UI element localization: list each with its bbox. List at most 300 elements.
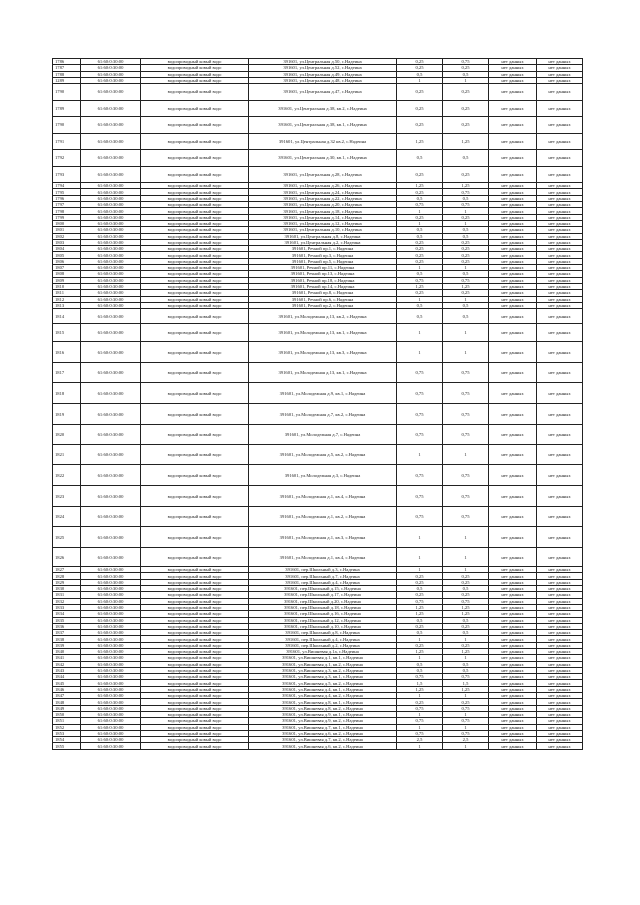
status-cell: нет данных bbox=[489, 425, 537, 445]
object-address: 391601, ул.Вишневая д.7, кв.1, с.Надеина bbox=[249, 724, 397, 730]
length-value-a: 1 bbox=[397, 296, 443, 302]
length-value-a: 1 bbox=[397, 693, 443, 699]
note-cell: нет данных bbox=[537, 283, 583, 289]
object-address: 391601, ул.Молодежная д.13, кв.2, с.Надеина bbox=[249, 309, 397, 324]
status-cell: нет данных bbox=[489, 661, 537, 667]
length-value-a: 0,75 bbox=[397, 363, 443, 383]
object-address: 391601, ул.Молодежная д.3, с.Надеина bbox=[249, 465, 397, 486]
object-type: водопроводный ковый водо bbox=[141, 573, 249, 579]
length-value-b: 0,75 bbox=[443, 730, 489, 736]
row-number: 1832 bbox=[53, 598, 81, 604]
object-type: водопроводный ковый водо bbox=[141, 195, 249, 201]
object-type: водопроводный ковый водо bbox=[141, 579, 249, 585]
row-number: 1839 bbox=[53, 642, 81, 648]
cadastral-code: 61:60:0:30:00 bbox=[81, 598, 141, 604]
cadastral-code: 61:60:0:30:00 bbox=[81, 642, 141, 648]
length-value-a: 0,25 bbox=[397, 166, 443, 183]
object-type: водопроводный ковый водо bbox=[141, 166, 249, 183]
object-address: 391601, ул.Центральная д.50, с.Надеина bbox=[249, 59, 397, 65]
document-sheet bbox=[52, 58, 582, 750]
cadastral-code: 61:60:0:30:00 bbox=[81, 183, 141, 189]
object-type: водопроводный ковый водо bbox=[141, 277, 249, 283]
note-cell: нет данных bbox=[537, 724, 583, 730]
length-value-b: 0,75 bbox=[443, 189, 489, 195]
object-type: водопроводный ковый водо bbox=[141, 705, 249, 711]
cadastral-code: 61:60:0:30:00 bbox=[81, 680, 141, 686]
length-value-b: 1,25 bbox=[443, 611, 489, 617]
object-address: 391601, ул.Центральная д.28, с.Надеина bbox=[249, 166, 397, 183]
row-number: 1841 bbox=[53, 655, 81, 661]
length-value-a: 0,25 bbox=[397, 189, 443, 195]
row-number: 1812 bbox=[53, 296, 81, 302]
length-value-a: 0,25 bbox=[397, 699, 443, 705]
status-cell: нет данных bbox=[489, 465, 537, 486]
status-cell: нет данных bbox=[489, 718, 537, 724]
cadastral-code: 61:60:0:30:00 bbox=[81, 239, 141, 245]
object-type: водопроводный ковый водо bbox=[141, 283, 249, 289]
cadastral-code: 61:60:0:30:00 bbox=[81, 667, 141, 673]
status-cell: нет данных bbox=[489, 486, 537, 507]
object-address: 391601, ул.Вишневая д.6, кв.2, с.Надеина bbox=[249, 743, 397, 749]
object-type: водопроводный ковый водо bbox=[141, 309, 249, 324]
row-number: 1819 bbox=[53, 404, 81, 425]
length-value-b: 0,75 bbox=[443, 705, 489, 711]
note-cell: нет данных bbox=[537, 486, 583, 507]
length-value-b: 1 bbox=[443, 567, 489, 573]
object-address: 391601, Речной пр.5, с.Надеина bbox=[249, 258, 397, 264]
object-type: водопроводный ковый водо bbox=[141, 252, 249, 258]
status-cell: нет данных bbox=[489, 527, 537, 548]
note-cell: нет данных bbox=[537, 277, 583, 283]
status-cell: нет данных bbox=[489, 252, 537, 258]
note-cell: нет данных bbox=[537, 202, 583, 208]
length-value-b: 1 bbox=[443, 693, 489, 699]
length-value-b: 0,25 bbox=[443, 65, 489, 71]
note-cell: нет данных bbox=[537, 265, 583, 271]
note-cell: нет данных bbox=[537, 686, 583, 692]
length-value-a: 1,25 bbox=[397, 604, 443, 610]
row-number: 1824 bbox=[53, 507, 81, 527]
object-address: 391601, ул.Центральная д.18, с.Надеина bbox=[249, 208, 397, 214]
length-value-a: 1 bbox=[397, 711, 443, 717]
length-value-b: 0,75 bbox=[443, 202, 489, 208]
length-value-a: 0,75 bbox=[397, 598, 443, 604]
object-type: водопроводный ковый водо bbox=[141, 592, 249, 598]
row-number: 1848 bbox=[53, 699, 81, 705]
note-cell: нет данных bbox=[537, 189, 583, 195]
cadastral-code: 61:60:0:30:00 bbox=[81, 527, 141, 548]
cadastral-code: 61:60:0:30:00 bbox=[81, 548, 141, 567]
cadastral-code: 61:60:0:30:00 bbox=[81, 189, 141, 195]
row-number: 1838 bbox=[53, 636, 81, 642]
table-row bbox=[53, 100, 583, 117]
row-number: 1821 bbox=[53, 445, 81, 465]
length-value-b: 0,5 bbox=[443, 71, 489, 77]
row-number: 1789 bbox=[53, 100, 81, 117]
length-value-b: 0,25 bbox=[443, 699, 489, 705]
status-cell: нет данных bbox=[489, 611, 537, 617]
cadastral-code: 61:60:0:30:00 bbox=[81, 724, 141, 730]
table-row bbox=[53, 150, 583, 167]
row-number: 1854 bbox=[53, 737, 81, 743]
object-type: водопроводный ковый водо bbox=[141, 150, 249, 167]
row-number: 1289 bbox=[53, 77, 81, 83]
row-number: 1801 bbox=[53, 227, 81, 233]
object-type: водопроводный ковый водо bbox=[141, 239, 249, 245]
object-type: водопроводный ковый водо bbox=[141, 189, 249, 195]
length-value-b: 0,5 bbox=[443, 667, 489, 673]
object-address: 391601, пер.Школьный д.7, с.Надеина bbox=[249, 573, 397, 579]
status-cell: нет данных bbox=[489, 636, 537, 642]
length-value-b: 1 bbox=[443, 296, 489, 302]
note-cell: нет данных bbox=[537, 743, 583, 749]
status-cell: нет данных bbox=[489, 208, 537, 214]
length-value-b: 0,25 bbox=[443, 239, 489, 245]
length-value-b: 1 bbox=[443, 527, 489, 548]
length-value-a: 1,25 bbox=[397, 611, 443, 617]
cadastral-code: 61:60:0:30:00 bbox=[81, 296, 141, 302]
note-cell: нет данных bbox=[537, 195, 583, 201]
length-value-a: 0,75 bbox=[397, 486, 443, 507]
length-value-a: 1 bbox=[397, 324, 443, 342]
object-type: водопроводный ковый водо bbox=[141, 202, 249, 208]
object-type: водопроводный ковый водо bbox=[141, 133, 249, 150]
cadastral-code: 61:60:0:30:00 bbox=[81, 271, 141, 277]
note-cell: нет данных bbox=[537, 667, 583, 673]
length-value-a: 0,75 bbox=[397, 674, 443, 680]
table-row bbox=[53, 342, 583, 363]
object-address: 391601, ул.Молодежная д.13, кв.3, с.Надеина bbox=[249, 342, 397, 363]
length-value-b: 0,25 bbox=[443, 642, 489, 648]
length-value-a: 0,5 bbox=[397, 271, 443, 277]
status-cell: нет данных bbox=[489, 586, 537, 592]
row-number: 1811 bbox=[53, 290, 81, 296]
length-value-a: 1 bbox=[397, 342, 443, 363]
row-number: 1797 bbox=[53, 202, 81, 208]
length-value-a: 1 bbox=[397, 77, 443, 83]
length-value-a: 0,5 bbox=[397, 309, 443, 324]
row-number: 1794 bbox=[53, 183, 81, 189]
length-value-b: 1,5 bbox=[443, 680, 489, 686]
note-cell: нет данных bbox=[537, 150, 583, 167]
note-cell: нет данных bbox=[537, 648, 583, 654]
row-number: 1817 bbox=[53, 363, 81, 383]
note-cell: нет данных bbox=[537, 636, 583, 642]
object-type: водопроводный ковый водо bbox=[141, 630, 249, 636]
cadastral-code: 61:60:0:30:00 bbox=[81, 233, 141, 239]
row-number: 1846 bbox=[53, 686, 81, 692]
object-type: водопроводный ковый водо bbox=[141, 84, 249, 101]
note-cell: нет данных bbox=[537, 592, 583, 598]
length-value-b: 0,25 bbox=[443, 258, 489, 264]
length-value-b: 0,25 bbox=[443, 246, 489, 252]
length-value-b: 0,25 bbox=[443, 117, 489, 134]
object-address: 391601, Речной пр.13, с.Надеина bbox=[249, 271, 397, 277]
cadastral-code: 61:60:0:30:00 bbox=[81, 737, 141, 743]
note-cell: нет данных bbox=[537, 680, 583, 686]
row-number: 1787 bbox=[53, 65, 81, 71]
length-value-a: 1,5 bbox=[397, 680, 443, 686]
object-address: 391601, ул.Центральная д.10, с.Надеина bbox=[249, 227, 397, 233]
object-type: водопроводный ковый водо bbox=[141, 724, 249, 730]
object-address: 391601, ул.Вишневая д.9, кв.2, с.Надеина bbox=[249, 718, 397, 724]
object-address: 391601, Речной пр.3, с.Надеина bbox=[249, 252, 397, 258]
row-number: 1835 bbox=[53, 617, 81, 623]
row-number: 1851 bbox=[53, 718, 81, 724]
length-value-a: 0,75 bbox=[397, 277, 443, 283]
note-cell: нет данных bbox=[537, 693, 583, 699]
status-cell: нет данных bbox=[489, 59, 537, 65]
length-value-b: 1 bbox=[443, 342, 489, 363]
length-value-a: 1 bbox=[397, 567, 443, 573]
note-cell: нет данных bbox=[537, 233, 583, 239]
object-address: 391601, Речной пр.14, с.Надеина bbox=[249, 283, 397, 289]
row-number: 1805 bbox=[53, 252, 81, 258]
status-cell: нет данных bbox=[489, 302, 537, 308]
length-value-a: 0,75 bbox=[397, 202, 443, 208]
object-address: 391601, ул.Центральная д.20, с.Надеина bbox=[249, 202, 397, 208]
object-type: водопроводный ковый водо bbox=[141, 617, 249, 623]
status-cell: нет данных bbox=[489, 189, 537, 195]
status-cell: нет данных bbox=[489, 220, 537, 226]
length-value-b: 0,5 bbox=[443, 233, 489, 239]
note-cell: нет данных bbox=[537, 655, 583, 661]
object-address: 391601, ул.Центральная д.30, кв.1, с.Надеина bbox=[249, 150, 397, 167]
note-cell: нет данных bbox=[537, 623, 583, 629]
row-number: 1792 bbox=[53, 150, 81, 167]
object-address: 391601, пер.Школьный д.18, с.Надеина bbox=[249, 604, 397, 610]
note-cell: нет данных bbox=[537, 133, 583, 150]
cadastral-code: 61:60:0:30:00 bbox=[81, 445, 141, 465]
object-address: 391601, пер.Школьный д.4, с.Надеина bbox=[249, 636, 397, 642]
status-cell: нет данных bbox=[489, 195, 537, 201]
note-cell: нет данных bbox=[537, 718, 583, 724]
status-cell: нет данных bbox=[489, 77, 537, 83]
cadastral-code: 61:60:0:30:00 bbox=[81, 630, 141, 636]
length-value-b: 1 bbox=[443, 77, 489, 83]
table-row bbox=[53, 743, 583, 749]
cadastral-code: 61:60:0:30:00 bbox=[81, 705, 141, 711]
object-type: водопроводный ковый водо bbox=[141, 680, 249, 686]
note-cell: нет данных bbox=[537, 227, 583, 233]
cadastral-code: 61:60:0:30:00 bbox=[81, 65, 141, 71]
length-value-a: 0,75 bbox=[397, 465, 443, 486]
status-cell: нет данных bbox=[489, 592, 537, 598]
cadastral-code: 61:60:0:30:00 bbox=[81, 363, 141, 383]
row-number: 1850 bbox=[53, 711, 81, 717]
object-address: 391601, ул.Вишневая д.4, кв.2, с.Надеина bbox=[249, 693, 397, 699]
length-value-a: 0,75 bbox=[397, 383, 443, 404]
object-address: 391601, пер.Школьный д.8, с.Надеина bbox=[249, 630, 397, 636]
length-value-a: 0,5 bbox=[397, 302, 443, 308]
note-cell: нет данных bbox=[537, 71, 583, 77]
cadastral-code: 61:60:0:30:00 bbox=[81, 425, 141, 445]
cadastral-code: 61:60:0:30:00 bbox=[81, 277, 141, 283]
status-cell: нет данных bbox=[489, 363, 537, 383]
row-number: 1853 bbox=[53, 730, 81, 736]
cadastral-code: 61:60:0:30:00 bbox=[81, 648, 141, 654]
cadastral-code: 61:60:0:30:00 bbox=[81, 383, 141, 404]
cadastral-code: 61:60:0:30:00 bbox=[81, 617, 141, 623]
object-type: водопроводный ковый водо bbox=[141, 77, 249, 83]
length-value-b: 0,75 bbox=[443, 465, 489, 486]
status-cell: нет данных bbox=[489, 65, 537, 71]
object-address: 391601, ул.Вишневая д.1, кв.2, с.Надеина bbox=[249, 661, 397, 667]
note-cell: нет данных bbox=[537, 342, 583, 363]
object-type: водопроводный ковый водо bbox=[141, 636, 249, 642]
length-value-a: 0,75 bbox=[397, 404, 443, 425]
length-value-b: 1 bbox=[443, 548, 489, 567]
status-cell: нет данных bbox=[489, 705, 537, 711]
row-number: 1809 bbox=[53, 277, 81, 283]
object-address: 391601, пер.Школьный д.16, с.Надеина bbox=[249, 611, 397, 617]
object-type: водопроводный ковый водо bbox=[141, 693, 249, 699]
object-address: 391601, ул.Вишневая д.3, кв.1, с.Надеина bbox=[249, 674, 397, 680]
length-value-a: 0,25 bbox=[397, 579, 443, 585]
table-row bbox=[53, 363, 583, 383]
table-row bbox=[53, 324, 583, 342]
object-type: водопроводный ковый водо bbox=[141, 383, 249, 404]
object-type: водопроводный ковый водо bbox=[141, 604, 249, 610]
row-number: 1799 bbox=[53, 214, 81, 220]
cadastral-code: 61:60:0:30:00 bbox=[81, 133, 141, 150]
object-address: 391601, ул.Центральная д.49, с.Надеина bbox=[249, 71, 397, 77]
table-row bbox=[53, 548, 583, 567]
status-cell: нет данных bbox=[489, 507, 537, 527]
length-value-b: 1,25 bbox=[443, 183, 489, 189]
length-value-a: 0,25 bbox=[397, 252, 443, 258]
length-value-b: 0,5 bbox=[443, 309, 489, 324]
cadastral-code: 61:60:0:30:00 bbox=[81, 166, 141, 183]
note-cell: нет данных bbox=[537, 166, 583, 183]
row-number: 1847 bbox=[53, 693, 81, 699]
status-cell: нет данных bbox=[489, 548, 537, 567]
length-value-b: 0,25 bbox=[443, 573, 489, 579]
cadastral-code: 61:60:0:30:00 bbox=[81, 283, 141, 289]
length-value-a: 0,5 bbox=[397, 233, 443, 239]
cadastral-code: 61:60:0:30:00 bbox=[81, 150, 141, 167]
object-address: 391601, ул.Центральная д.24, с.Надеина bbox=[249, 189, 397, 195]
object-type: водопроводный ковый водо bbox=[141, 743, 249, 749]
row-number: 1808 bbox=[53, 271, 81, 277]
length-value-b: 1 bbox=[443, 445, 489, 465]
status-cell: нет данных bbox=[489, 724, 537, 730]
object-address: 391601, ул.Центральная д.26, с.Надеина bbox=[249, 183, 397, 189]
object-address: 391601, ул.Вишневая д.9, кв.1, с.Надеина bbox=[249, 711, 397, 717]
table-row bbox=[53, 84, 583, 101]
object-type: водопроводный ковый водо bbox=[141, 233, 249, 239]
note-cell: нет данных bbox=[537, 302, 583, 308]
status-cell: нет данных bbox=[489, 324, 537, 342]
length-value-b: 0,25 bbox=[443, 166, 489, 183]
status-cell: нет данных bbox=[489, 383, 537, 404]
length-value-a: 0,25 bbox=[397, 239, 443, 245]
length-value-b: 0,75 bbox=[443, 507, 489, 527]
note-cell: нет данных bbox=[537, 246, 583, 252]
length-value-b: 1 bbox=[443, 220, 489, 226]
status-cell: нет данных bbox=[489, 84, 537, 101]
object-address: 391601, ул.Центральная д.2, с.Надеина bbox=[249, 239, 397, 245]
object-type: водопроводный ковый водо bbox=[141, 527, 249, 548]
length-value-b: 0,25 bbox=[443, 84, 489, 101]
length-value-b: 0,5 bbox=[443, 150, 489, 167]
length-value-b: 0,5 bbox=[443, 195, 489, 201]
status-cell: нет данных bbox=[489, 117, 537, 134]
status-cell: нет данных bbox=[489, 693, 537, 699]
object-type: водопроводный ковый водо bbox=[141, 507, 249, 527]
object-type: водопроводный ковый водо bbox=[141, 208, 249, 214]
row-number: 1813 bbox=[53, 302, 81, 308]
cadastral-code: 61:60:0:30:00 bbox=[81, 77, 141, 83]
row-number: 1798 bbox=[53, 208, 81, 214]
row-number: 1816 bbox=[53, 342, 81, 363]
object-address: 391601, ул.Центральная д.32 кв.2, с.Надеина bbox=[249, 133, 397, 150]
length-value-a: 1,25 bbox=[397, 133, 443, 150]
length-value-a: 1 bbox=[397, 724, 443, 730]
cadastral-code: 61:60:0:30:00 bbox=[81, 342, 141, 363]
length-value-a: 1 bbox=[397, 743, 443, 749]
length-value-a: 0,75 bbox=[397, 507, 443, 527]
row-number: 1815 bbox=[53, 324, 81, 342]
row-number: 1820 bbox=[53, 425, 81, 445]
object-address: 391601, ул.Центральная д.47, с.Надеина bbox=[249, 84, 397, 101]
object-type: водопроводный ковый водо bbox=[141, 183, 249, 189]
length-value-a: 0,25 bbox=[397, 214, 443, 220]
status-cell: нет данных bbox=[489, 674, 537, 680]
length-value-b: 0,5 bbox=[443, 227, 489, 233]
length-value-a: 0,5 bbox=[397, 667, 443, 673]
object-type: водопроводный ковый водо bbox=[141, 623, 249, 629]
object-address: 391601, ул.Центральная д.14, с.Надеина bbox=[249, 214, 397, 220]
table-row bbox=[53, 527, 583, 548]
status-cell: нет данных bbox=[489, 183, 537, 189]
cadastral-code: 61:60:0:30:00 bbox=[81, 743, 141, 749]
note-cell: нет данных bbox=[537, 383, 583, 404]
status-cell: нет данных bbox=[489, 214, 537, 220]
cadastral-code: 61:60:0:30:00 bbox=[81, 718, 141, 724]
cadastral-code: 61:60:0:30:00 bbox=[81, 623, 141, 629]
row-number: 1793 bbox=[53, 166, 81, 183]
object-type: водопроводный ковый водо bbox=[141, 342, 249, 363]
table-row bbox=[53, 507, 583, 527]
row-number: 1829 bbox=[53, 579, 81, 585]
status-cell: нет данных bbox=[489, 290, 537, 296]
cadastral-code: 61:60:0:30:00 bbox=[81, 59, 141, 65]
object-address: 391601, ул.Вишневая д.4, кв.1, с.Надеина bbox=[249, 686, 397, 692]
note-cell: нет данных bbox=[537, 271, 583, 277]
object-address: 391601, ул.Молодежная д.1, кв.4, с.Надеина bbox=[249, 548, 397, 567]
object-type: водопроводный ковый водо bbox=[141, 302, 249, 308]
row-number: 1842 bbox=[53, 661, 81, 667]
object-address: 391601, Речной пр.6, с.Надеина bbox=[249, 296, 397, 302]
object-type: водопроводный ковый водо bbox=[141, 425, 249, 445]
status-cell: нет данных bbox=[489, 404, 537, 425]
object-address: 391601, пер.Школьный д.2, с.Надеина bbox=[249, 642, 397, 648]
object-type: водопроводный ковый водо bbox=[141, 220, 249, 226]
cadastral-code: 61:60:0:30:00 bbox=[81, 573, 141, 579]
object-type: водопроводный ковый водо bbox=[141, 674, 249, 680]
note-cell: нет данных bbox=[537, 737, 583, 743]
object-address: 391601, Речной пр.11, с.Надеина bbox=[249, 265, 397, 271]
object-type: водопроводный ковый водо bbox=[141, 258, 249, 264]
row-number: 1837 bbox=[53, 630, 81, 636]
note-cell: нет данных bbox=[537, 65, 583, 71]
length-value-a: 1 bbox=[397, 655, 443, 661]
note-cell: нет данных bbox=[537, 214, 583, 220]
status-cell: нет данных bbox=[489, 573, 537, 579]
cadastral-code: 61:60:0:30:00 bbox=[81, 290, 141, 296]
object-type: водопроводный ковый водо bbox=[141, 730, 249, 736]
